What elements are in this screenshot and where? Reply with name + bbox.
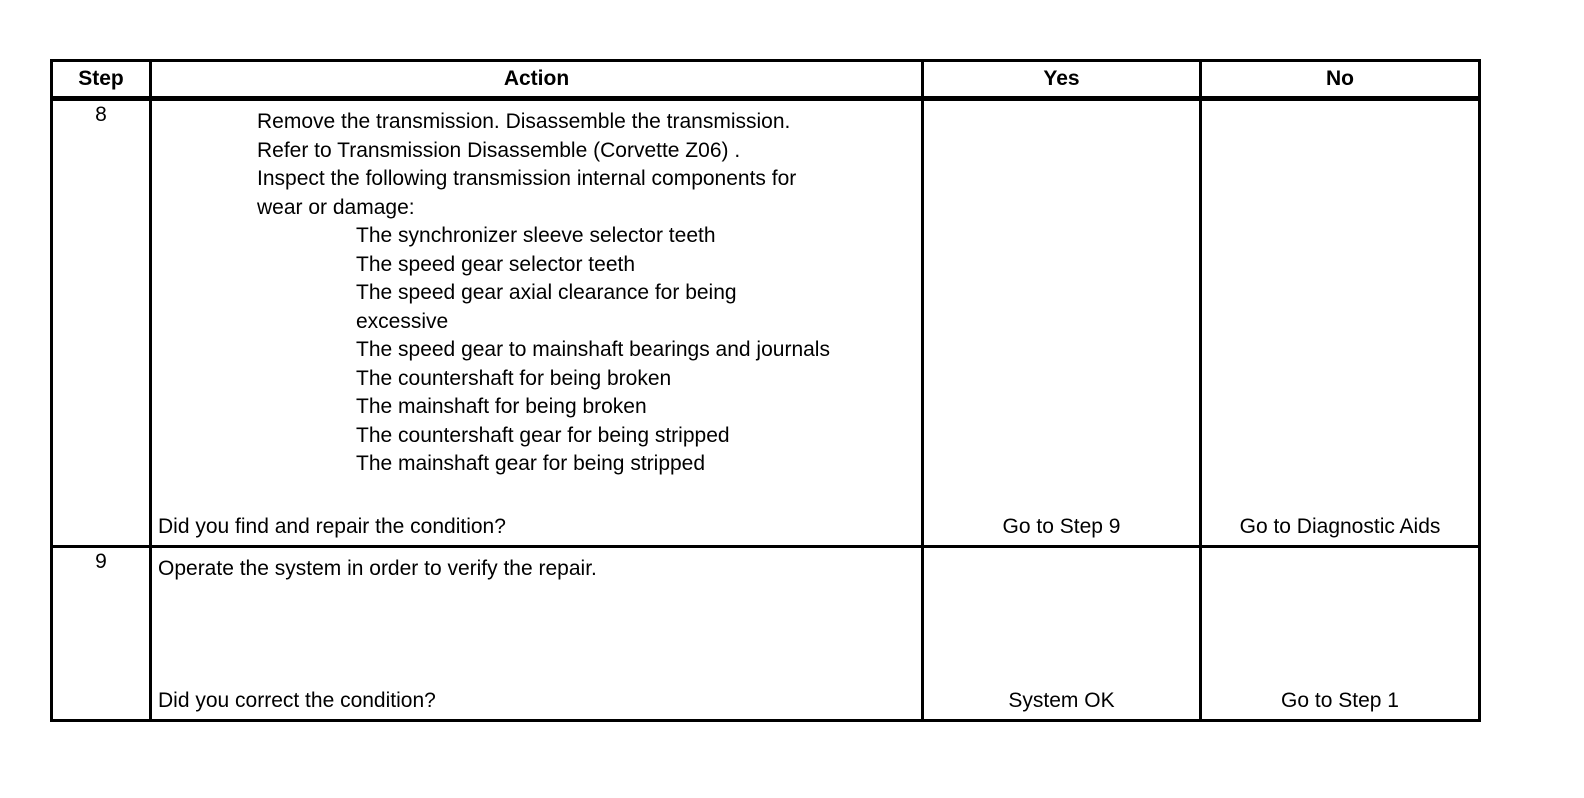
action-instruction: Operate the system in order to verify the repair. <box>158 557 597 580</box>
instruction-line: Refer to Transmission Disassemble (Corvette Z06) . <box>257 138 741 162</box>
table-header-row <box>52 61 1480 99</box>
inspection-item: The mainshaft gear for being stripped <box>356 452 706 475</box>
instruction-line: Inspect the following transmission internal components for <box>257 167 797 190</box>
inspection-item: excessive <box>356 309 449 333</box>
instruction-line: Remove the transmission. Disassemble the transmission. <box>257 110 791 133</box>
action-question: Did you correct the condition? <box>158 688 436 712</box>
no-result: Go to Diagnostic Aids <box>1239 514 1441 538</box>
yes-cell <box>923 547 1201 721</box>
action-question: Did you find and repair the condition? <box>158 514 506 538</box>
inspection-item: The speed gear selector teeth <box>356 252 636 276</box>
inspection-item: The speed gear to mainshaft bearings and journals <box>356 338 830 361</box>
action-cell <box>151 99 923 547</box>
table-row-step-9 <box>52 547 1480 721</box>
no-cell <box>1201 99 1480 547</box>
inspection-list <box>356 222 921 479</box>
header-step: Step <box>52 61 151 99</box>
inspection-item: The synchronizer sleeve selector teeth <box>356 224 716 247</box>
instruction-line: wear or damage: <box>257 195 415 219</box>
step-number: 8 <box>52 99 151 547</box>
yes-result: Go to Step 9 <box>1002 514 1121 538</box>
diagnostic-table <box>50 59 1481 722</box>
inspection-item: The mainshaft for being broken <box>356 395 647 418</box>
step-number: 9 <box>52 547 151 721</box>
header-action: Action <box>151 61 923 99</box>
action-instructions <box>257 108 917 222</box>
inspection-item: The countershaft for being broken <box>356 366 672 390</box>
yes-result: System OK <box>1008 688 1115 712</box>
table-row-step-8 <box>52 99 1480 547</box>
action-cell <box>151 547 923 721</box>
no-result: Go to Step 1 <box>1281 688 1399 712</box>
no-cell <box>1201 547 1480 721</box>
yes-cell <box>923 99 1201 547</box>
header-no: No <box>1201 61 1480 99</box>
inspection-item: The speed gear axial clearance for being <box>356 281 737 304</box>
inspection-item: The countershaft gear for being stripped <box>356 423 730 447</box>
header-yes: Yes <box>923 61 1201 99</box>
